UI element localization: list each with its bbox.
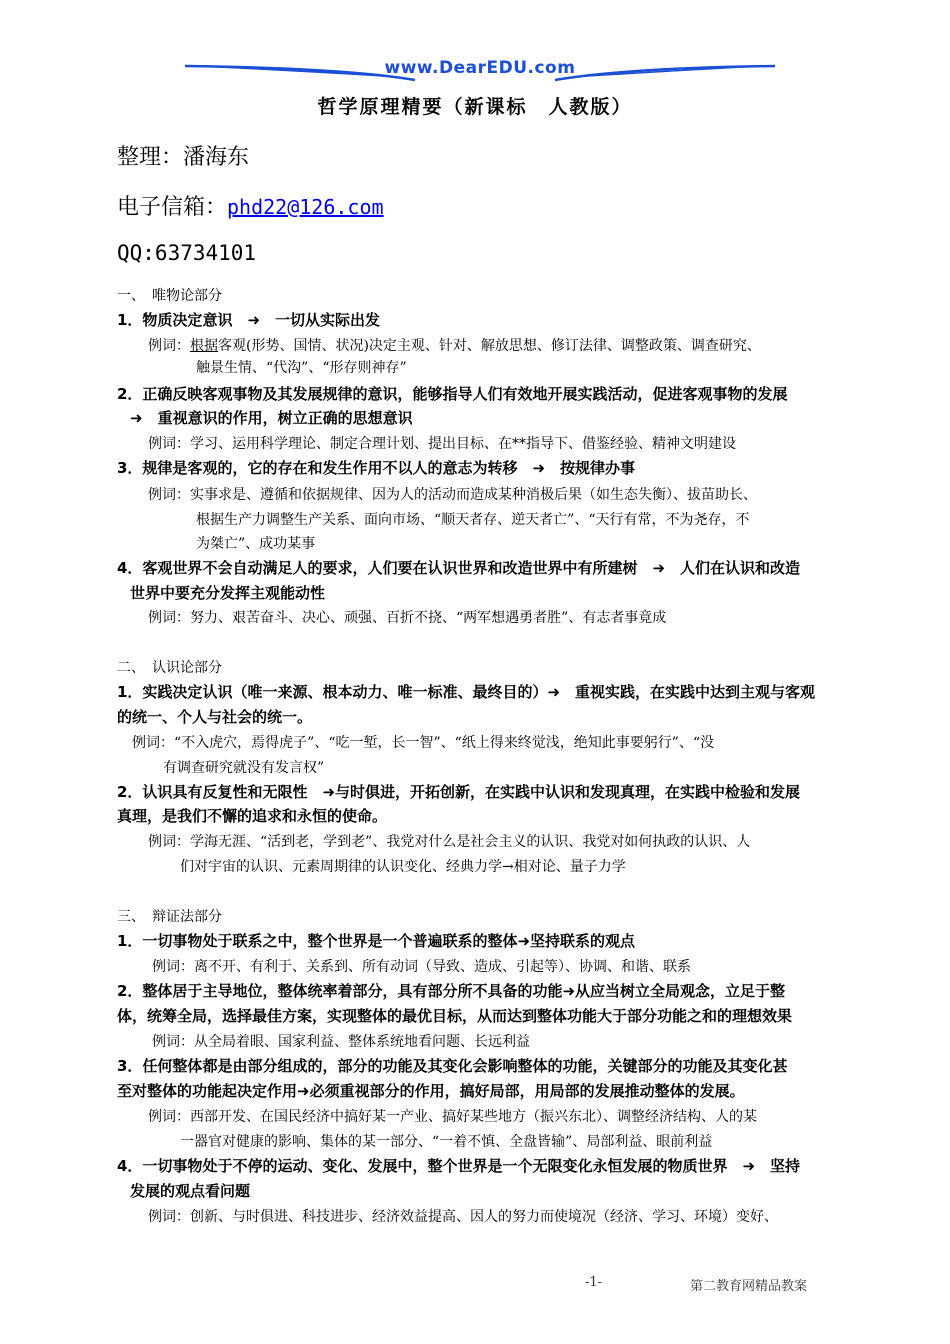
principle-3-2-line1: 2．整体居于主导地位，整体统率着部分，具有部分所不具备的功能➜从应当树立全局观念，立足于整 [117, 982, 786, 1000]
principle-1-4-line2: 世界中要充分发挥主观能动性 [130, 584, 326, 602]
footer-source: 第二教育网精品教案 [690, 1279, 808, 1294]
principle-1-3: 3．规律是客观的，它的存在和发生作用不以人的意志为转移 ➜ 按规律办事 [117, 459, 636, 477]
principle-1-4-line1: 4．客观世界不会自动满足人的要求，人们要在认识世界和改造世界中有所建树 ➜ 人们在认识和改造 [117, 559, 801, 577]
page-number: -1- [585, 1275, 603, 1290]
example-1-2: 例词：学习、运用科学理论、制定合理计划、提出目标、在**指导下、借鉴经验、精神文明建设 [148, 436, 736, 452]
example-3-3-line1: 例词：西部开发、在国民经济中搞好某一产业、搞好某些地方（振兴东北）、调整经济结构、人的某 [148, 1109, 757, 1125]
author-line [117, 140, 249, 171]
site-url[interactable]: www.DearEDU.com [384, 58, 576, 78]
page-title: 哲学原理精要（新课标 人教版） [317, 96, 633, 118]
example-1-1-line2: 触景生情、“代沟”、“形存则神存” [196, 360, 407, 376]
principle-3-4-line1: 4．一切事物处于不停的运动、变化、发展中，整个世界是一个无限变化永恒发展的物质世界 ➜ 坚持 [117, 1157, 801, 1175]
example-1-3-line2: 根据生产力调整生产关系、面向市场、“顺天者存、逆天者亡”、“天行有常，不为尧存，不 [196, 512, 750, 528]
example-3-4: 例词：创新、与时俱进、科技进步、经济效益提高、因人的努力而使境况（经济、学习、环境）变好、 [148, 1209, 778, 1225]
example-3-1: 例词：离不开、有利于、关系到、所有动词（导致、造成、引起等）、协调、和谐、联系 [152, 959, 691, 975]
author-name: 潘海东 [183, 145, 250, 170]
principle-1-2-line1: 2．正确反映客观事物及其发展规律的意识，能够指导人们有效地开展实践活动，促进客观事物的发展 [117, 385, 788, 403]
example-2-1-line1: 例词：“不入虎穴，焉得虎子”、“吃一堑，长一智”、“纸上得来终觉浅，绝知此事要躬行”、“没 [132, 735, 715, 751]
principle-1-1: 1．物质决定意识 ➜ 一切从实际出发 [117, 311, 381, 329]
example-1-4: 例词：努力、艰苦奋斗、决心、顽强、百折不挠、“两军想遇勇者胜”、有志者事竟成 [148, 610, 667, 626]
email-link[interactable]: phd22@126.com [227, 195, 384, 219]
site-banner [185, 58, 775, 88]
principle-2-2-line1: 2．认识具有反复性和无限性 ➜与时俱进，开拓创新，在实践中认识和发现真理，在实践中检验和发展 [117, 783, 801, 801]
section-heading-epistemology: 二、 认识论部分 [117, 660, 222, 676]
example-3-2: 例词：从全局着眼、国家利益、整体系统地看问题、长远利益 [152, 1034, 530, 1050]
example-1-3-line1: 例词：实事求是、遵循和依据规律、因为人的活动而造成某种消极后果（如生态失衡）、拔苗助长、 [148, 487, 757, 503]
email-label: 电子信箱： [117, 195, 228, 220]
email-line [117, 190, 384, 221]
example-1-1-line1: 例词：根据客观(形势、国情、状况)决定主观、针对、解放思想、修订法律、调整政策、调查研究、 [148, 338, 761, 354]
example-3-3-line2: 一器官对健康的影响、集体的某一部分、“一着不慎、全盘皆输”、局部利益、眼前利益 [180, 1134, 713, 1150]
principle-2-2-line2: 真理，是我们不懈的追求和永恒的使命。 [117, 807, 388, 825]
principle-2-1-line2: 的统一、个人与社会的统一。 [117, 708, 313, 726]
principle-2-1-line1: 1．实践决定认识（唯一来源、根本动力、唯一标准、最终目的）➜ 重视实践，在实践中达到主观与客观 [117, 683, 816, 701]
example-2-2-line1: 例词：学海无涯、“活到老，学到老”、我党对什么是社会主义的认识、我党对如何执政的认识、人 [148, 834, 751, 850]
principle-1-2-line2: ➜ 重视意识的作用，树立正确的思想意识 [130, 409, 413, 427]
principle-3-3-line2: 至对整体的功能起决定作用➜必须重视部分的作用，搞好局部，用局部的发展推动整体的发展。 [117, 1082, 745, 1100]
example-2-2-line2: 们对宇宙的认识、元素周期律的认识变化、经典力学→相对论、量子力学 [180, 859, 626, 875]
author-label: 整理： [117, 145, 184, 170]
principle-3-4-line2: 发展的观点看问题 [130, 1182, 251, 1200]
section-heading-materialism: 一、 唯物论部分 [117, 288, 222, 304]
principle-3-1: 1．一切事物处于联系之中，整个世界是一个普遍联系的整体➜坚持联系的观点 [117, 932, 636, 950]
example-2-1-line2: 有调查研究就没有发言权” [163, 760, 325, 776]
qq-line: QQ:63734101 [117, 241, 257, 265]
section-heading-dialectics: 三、 辩证法部分 [117, 909, 222, 925]
example-1-3-line3: 为桀亡”、成功某事 [196, 536, 316, 552]
principle-3-2-line2: 体，统筹全局，选择最佳方案，实现整体的最优目标，从而达到整体功能大于部分功能之和的理想效果 [117, 1007, 793, 1025]
principle-3-3-line1: 3．任何整体都是由部分组成的，部分的功能及其变化会影响整体的功能，关键部分的功能及其变化甚 [117, 1057, 788, 1075]
